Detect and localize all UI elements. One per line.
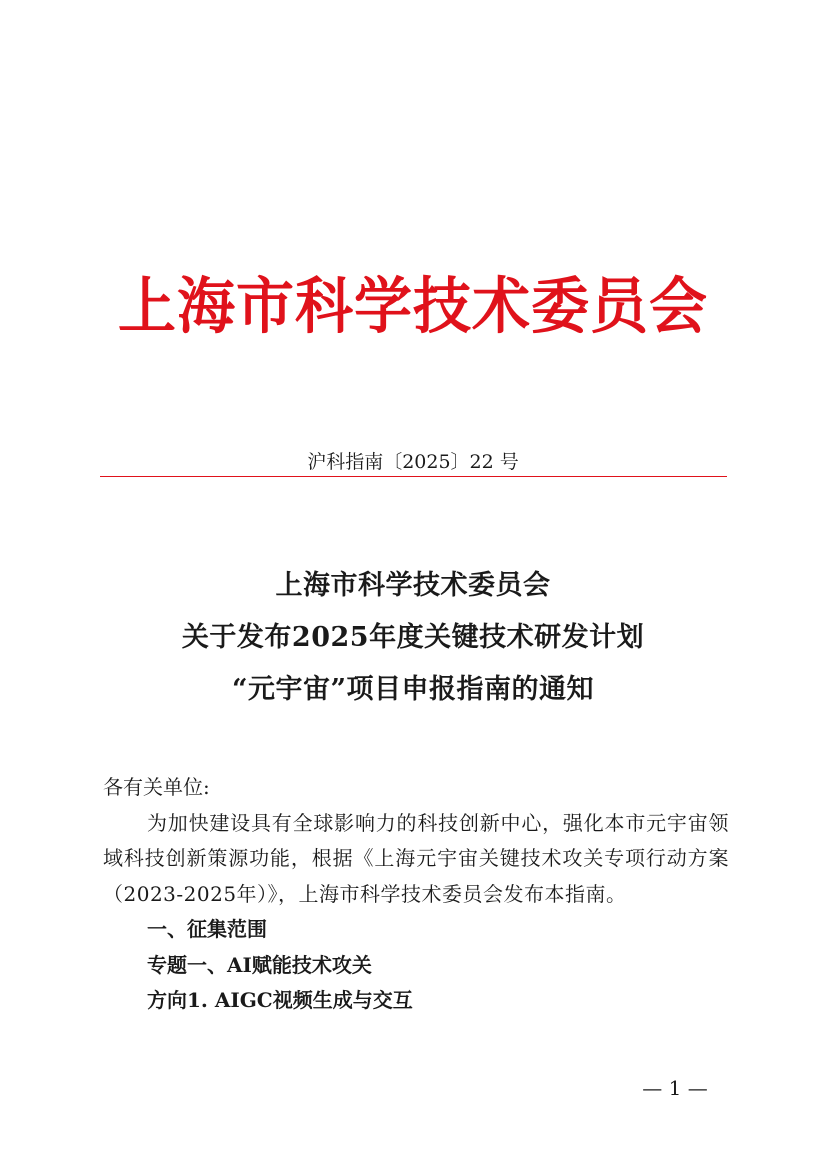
notice-body [103, 770, 729, 1019]
intro-paragraph: 为加快建设具有全球影响力的科技创新中心，强化本市元宇宙领域科技创新策源功能，根据《上海元宇宙关键技术攻关专项行动方案（2023-2025年）》，上海市科学技术委员会发布本指南。 [103, 810, 729, 906]
direction-heading: 方向1. AIGC视频生成与交互 [147, 988, 413, 1012]
topic-heading: 专题一、AI赋能技术攻关 [147, 952, 372, 977]
salutation: 各有关单位: [103, 775, 210, 799]
masthead-title: 上海市科学技术委员会 [117, 270, 708, 342]
title-line-2: 关于发布2025年度关键技术研发计划 [181, 622, 645, 653]
page-number: — 1 — [642, 1076, 708, 1100]
title-line-3: “元宇宙”项目申报指南的通知 [231, 674, 595, 705]
red-divider-line [100, 476, 727, 477]
title-line-1: 上海市科学技术委员会 [275, 570, 551, 601]
notice-title [0, 560, 826, 716]
section-heading: 一、征集范围 [147, 917, 267, 941]
document-number: 沪科指南〔2025〕22 号 [307, 451, 519, 473]
